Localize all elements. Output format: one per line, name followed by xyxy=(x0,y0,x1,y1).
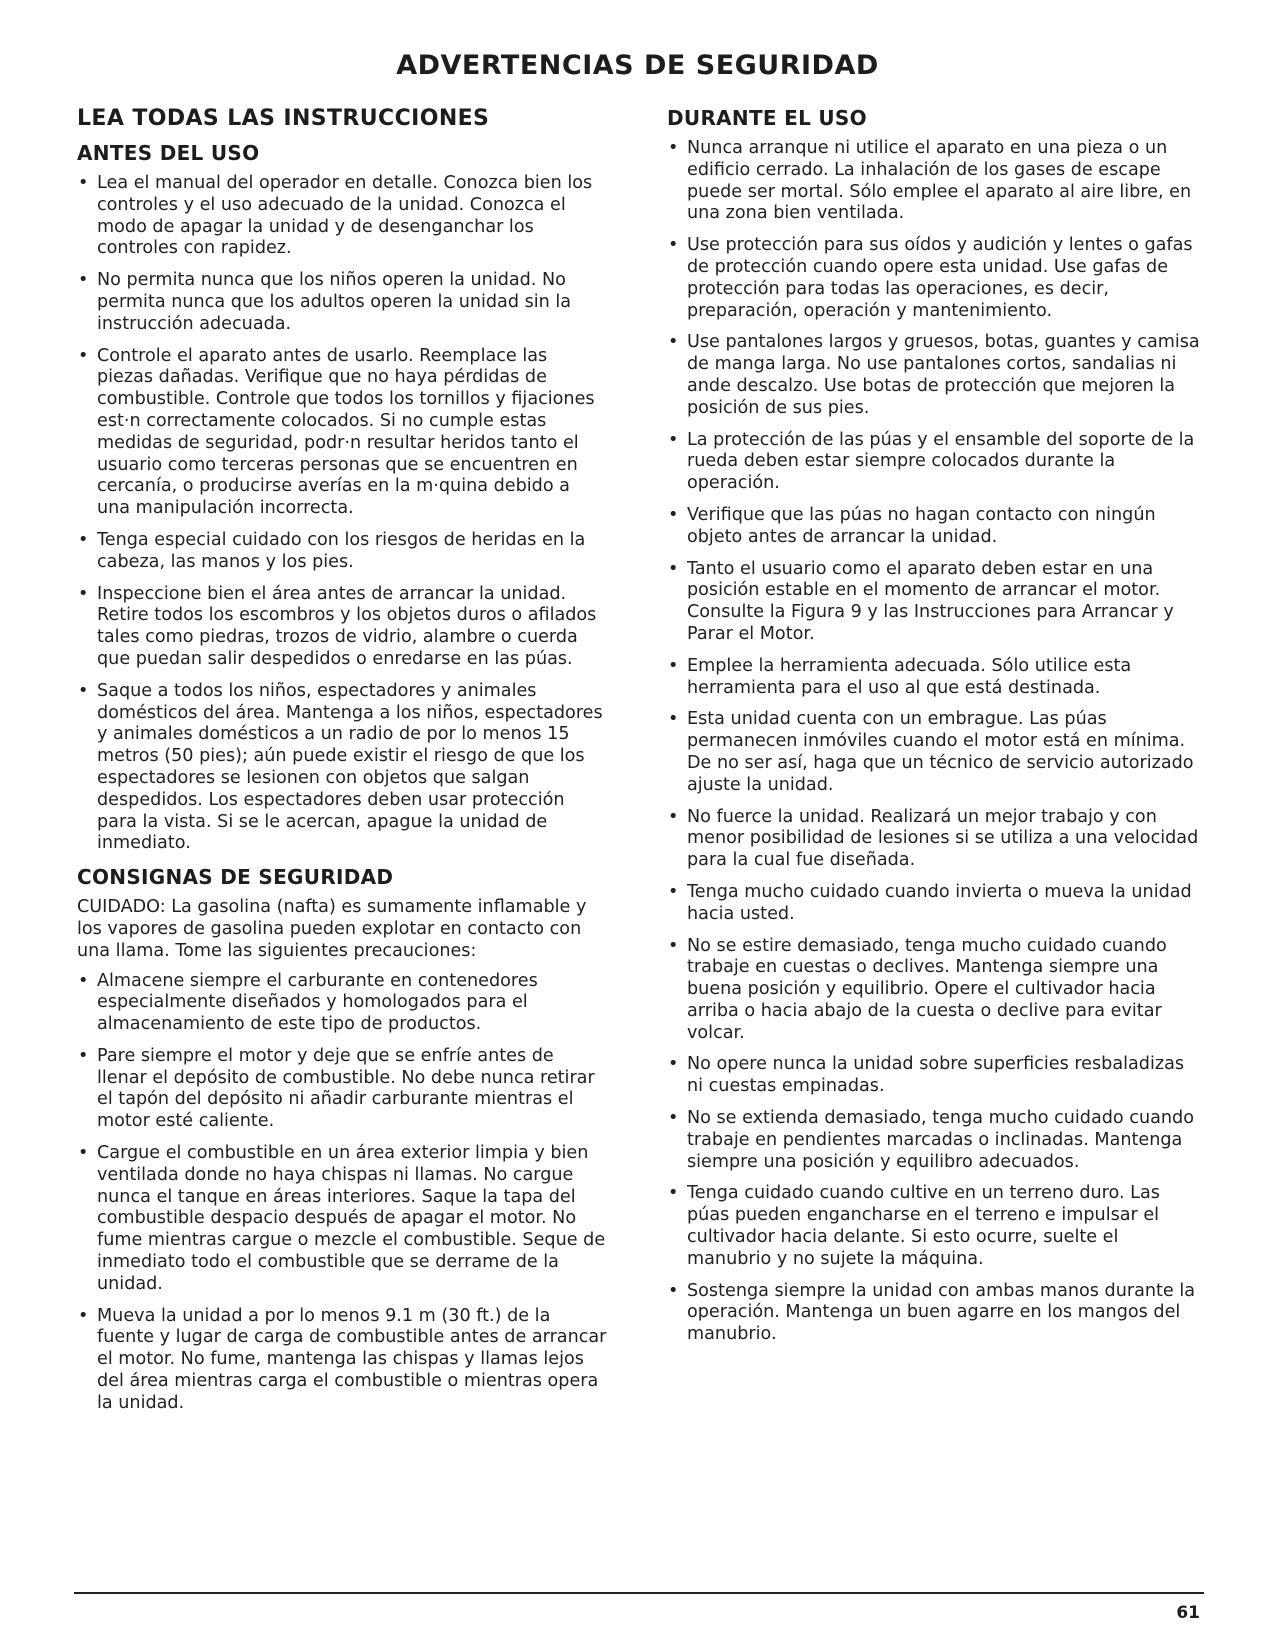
right-column xyxy=(667,106,1202,1356)
list-item: • Use pantalones largos y gruesos, botas, guantes y camisa de manga larga. No use pantalones cortos, sandalias ni ande descalzo. Use botas de protección que mejoren la posición de sus pies. xyxy=(667,332,1202,419)
list-item: • Tanto el usuario como el aparato deben estar en una posición estable en el momento de arrancar el motor. Consulte la Figura 9 y las Instrucciones para Arrancar y Parar el Motor. xyxy=(667,559,1202,646)
list-item: • Emplee la herramienta adecuada. Sólo utilice esta herramienta para el uso al que está destinada. xyxy=(667,656,1202,700)
list-item: • No opere nunca la unidad sobre superficies resbaladizas ni cuestas empinadas. xyxy=(667,1054,1202,1098)
list-item: • Tenga especial cuidado con los riesgos de heridas en la cabeza, las manos y los pies. xyxy=(77,530,607,574)
list-item: • La protección de las púas y el ensamble del soporte de la rueda deben estar siempre colocados durante la operación. xyxy=(667,430,1202,495)
during-use-heading: DURANTE EL USO xyxy=(667,106,867,130)
list-item: • Sostenga siempre la unidad con ambas manos durante la operación. Mantenga un buen agarre en los mangos del manubrio. xyxy=(667,1281,1202,1346)
safety-heading: CONSIGNAS DE SEGURIDAD xyxy=(77,865,394,890)
list-item: • No permita nunca que los niños operen la unidad. No permita nunca que los adultos operen la unidad sin la instrucción adecuada. xyxy=(77,270,607,335)
caution-text: CUIDADO: La gasolina (nafta) es sumamente inflamable y los vapores de gasolina pueden explotar en contacto con una llama. Tome las siguientes precauciones: xyxy=(77,897,587,961)
page-title: ADVERTENCIAS DE SEGURIDAD xyxy=(396,50,879,81)
list-item: • Inspeccione bien el área antes de arrancar la unidad. Retire todos los escombros y los objetos duros o afilados tales como piedras, trozos de vidrio, alambre o cuerda que puedan salir despedidos o enredarse en las púas. xyxy=(77,584,607,671)
during-use-list xyxy=(667,138,1202,1346)
footer-divider xyxy=(74,1592,1204,1594)
list-item: • Cargue el combustible en un área exterior limpia y bien ventilada donde no haya chispas ni llamas. No cargue nunca el tanque en áreas interiores. Saque la tapa del combustible despacio después de apagar el motor. No fume mientras cargue o mezcle el combustible. Seque de inmediato todo el combustible que se derrame de la unidad. xyxy=(77,1143,607,1296)
list-item: • Tenga cuidado cuando cultive en un terreno duro. Las púas pueden engancharse en el terreno e impulsar el cultivador hacia delante. Si esto ocurre, suelte el manubrio y no sujete la máquina. xyxy=(667,1183,1202,1270)
list-item: • Almacene siempre el carburante en contenedores especialmente diseñados y homologados para el almacenamiento de este tipo de productos. xyxy=(77,971,607,1036)
list-item: • Esta unidad cuenta con un embrague. Las púas permanecen inmóviles cuando el motor está en mínima. De no ser así, haga que un técnico de servicio autorizado ajuste la unidad. xyxy=(667,709,1202,796)
read-instructions-heading: LEA TODAS LAS INSTRUCCIONES xyxy=(77,106,490,131)
list-item: • Verifique que las púas no hagan contacto con ningún objeto antes de arrancar la unidad. xyxy=(667,505,1202,549)
list-item: • Lea el manual del operador en detalle. Conozca bien los controles y el uso adecuado de la unidad. Conozca el modo de apagar la unidad y de desenganchar los controles con rapidez. xyxy=(77,173,607,260)
left-column xyxy=(77,106,607,1425)
list-item: • Use protección para sus oídos y audición y lentes o gafas de protección cuando opere esta unidad. Use gafas de protección para todas las operaciones, es decir, preparación, operación y mantenimiento. xyxy=(667,235,1202,322)
safety-list xyxy=(77,971,607,1415)
list-item: • Saque a todos los niños, espectadores y animales domésticos del área. Mantenga a los niños, espectadores y animales domésticos a un radio de por lo menos 15 metros (50 pies); aún puede existir el riesgo de que los espectadores se lesionen con objetos que salgan despedidos. Los espectadores deben usar protección para la vista. Si se le acercan, apague la unidad de inmediato. xyxy=(77,681,607,855)
list-item: • Tenga mucho cuidado cuando invierta o mueva la unidad hacia usted. xyxy=(667,882,1202,926)
list-item: • Controle el aparato antes de usarlo. Reemplace las piezas dañadas. Verifique que no haya pérdidas de combustible. Controle que todos los tornillos y fijaciones est·n correctamente colocados. Si no cumple estas medidas de seguridad, podr·n resultar heridos tanto el usuario como terceras personas que se encuentren en cercanía, o producirse averías en la m·quina debido a una manipulación incorrecta. xyxy=(77,346,607,520)
list-item: • Mueva la unidad a por lo menos 9.1 m (30 ft.) de la fuente y lugar de carga de combustible antes de arrancar el motor. No fume, mantenga las chispas y llamas lejos del área mientras carga el combustible o mientras opera la unidad. xyxy=(77,1306,607,1415)
list-item: • Nunca arranque ni utilice el aparato en una pieza o un edificio cerrado. La inhalación de los gases de escape puede ser mortal. Sólo emplee el aparato al aire libre, en una zona bien ventilada. xyxy=(667,138,1202,225)
list-item: • Pare siempre el motor y deje que se enfríe antes de llenar el depósito de combustible. No debe nunca retirar el tapón del depósito ni añadir carburante mientras el motor esté caliente. xyxy=(77,1046,607,1133)
before-use-heading: ANTES DEL USO xyxy=(77,141,260,165)
list-item: • No se extienda demasiado, tenga mucho cuidado cuando trabaje en pendientes marcadas o inclinadas. Mantenga siempre una posición y equilibro adecuados. xyxy=(667,1108,1202,1173)
before-use-list xyxy=(77,173,607,855)
page-number: 61 xyxy=(1176,1603,1200,1623)
list-item: • No fuerce la unidad. Realizará un mejor trabajo y con menor posibilidad de lesiones si se utiliza a una velocidad para la cual fue diseñada. xyxy=(667,807,1202,872)
list-item: • No se estire demasiado, tenga mucho cuidado cuando trabaje en cuestas o declives. Mantenga siempre una buena posición y equilibrio. Opere el cultivador hacia arriba o hacia abajo de la cuesta o declive para evitar volcar. xyxy=(667,936,1202,1045)
